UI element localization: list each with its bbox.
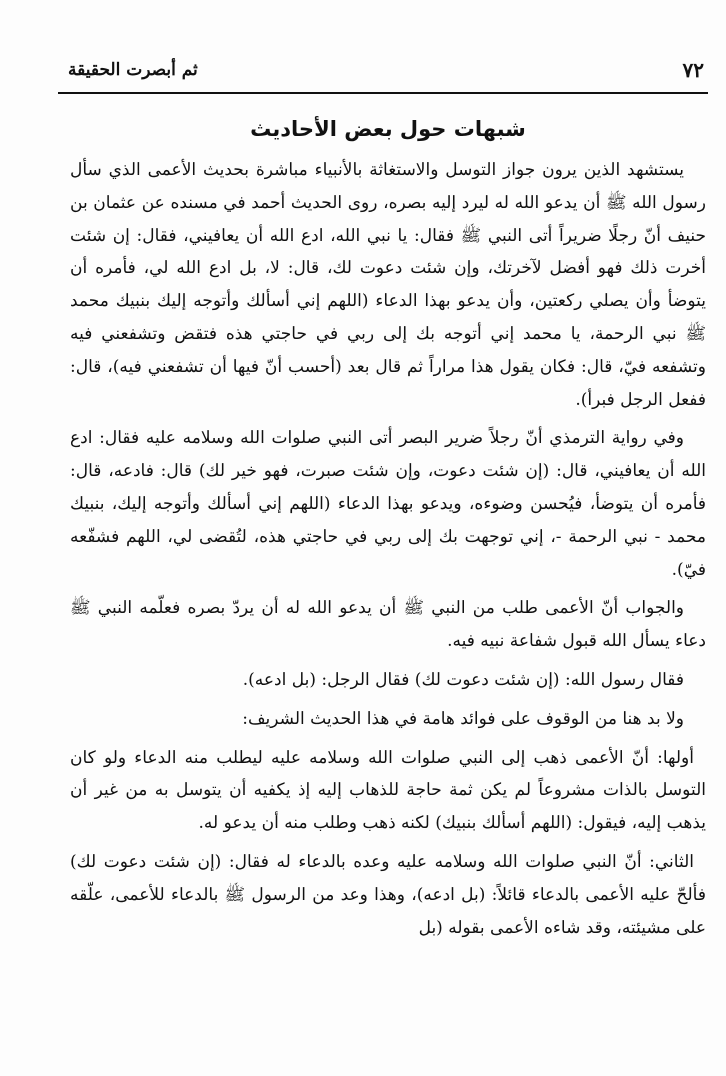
page-header — [58, 56, 708, 94]
page-number: ٧٢ — [682, 58, 704, 82]
paragraph-hadith-ahmad: يستشهد الذين يرون جواز التوسل والاستغاثة بالأنبياء مباشرة بحديث الأعمى الذي سأل رسول الله ﷺ أن يدعو الله له ليرد إليه بصره، روى الحديث أحمد في مسنده عن عثمان بن حنيف أنّ رجلًا ضريراً أتى النبي ﷺ فقال: يا نبي الله، ادع الله أن يعافيني، فقال: إن شئت أخرت ذلك فهو أفضل لآخرتك، وإن شئت دعوت لك، قال: لا، بل ادع الله لي، فأمره أن يتوضأ وأن يصلي ركعتين، وأن يدعو بهذا الدعاء (اللهم إني أسألك وأتوجه إليك بنبيك محمد ﷺ نبي الرحمة، يا محمد إني أتوجه بك إلى ربي في حاجتي هذه فتقض وتشفعني فيه وتشفعه فيّ، قال: فكان يقول هذا مراراً ثم قال بعد (أحسب أنّ فيها أن تشفعني فيه)، قال: ففعل الرجل فبرأ). — [70, 160, 706, 410]
paragraph-answer: والجواب أنّ الأعمى طلب من النبي ﷺ أن يدعو الله له أن يردّ بصره فعلّمه النبي ﷺ دعاء يسأل الله قبول شفاعة نبيه فيه. — [70, 598, 706, 652]
body-text — [70, 110, 706, 950]
section-heading: شبهات حول بعض الأحاديث — [250, 117, 526, 141]
paragraph-second-benefit: الثاني: أنّ النبي صلوات الله وسلامه عليه وعده بالدعاء له فقال: (إن شئت دعوت لك) فألحّ عليه الأعمى بالدعاء قائلاً: (بل ادعه)، وهذا وعد من الرسول ﷺ بالدعاء للأعمى، علّقه على مشيئته، وقد شاءه الأعمى بقوله (بل — [70, 851, 706, 938]
paragraph-prophet-reply: فقال رسول الله: (إن شئت دعوت لك) فقال الرجل: (بل ادعه). — [242, 669, 684, 690]
paragraph-first-benefit: أولها: أنّ الأعمى ذهب إلى النبي صلوات الله وسلامه عليه ليطلب منه الدعاء ولو كان التوسل بالذات مشروعاً لم يكن ثمة حاجة للذهاب إليه إذ يكفيه أن يتوسل به من غير أن يذهب إليه، فيقول: (اللهم أسألك بنبيك) لكنه ذهب وطلب منه أن يدعو له. — [70, 747, 706, 834]
paragraph-hadith-tirmidhi: وفي رواية الترمذي أنّ رجلاً ضرير البصر أتى النبي صلوات الله وسلامه عليه فقال: ادع الله أن يعافيني، قال: (إن شئت دعوت، وإن شئت صبرت، فهو خير لك) قال: فادعه، قال: فأمره أن يتوضأ، فيُحسن وضوءه، ويدعو بهذا الدعاء (اللهم إني أسألك وأتوجه إليك، بنبيك محمد - نبي الرحمة -، إني توجهت بك إلى ربي في حاجتي هذه، لتُقضى لي، اللهم فشفّعه فيّ). — [70, 428, 706, 580]
running-title: ثم أبصرت الحقيقة — [68, 60, 198, 80]
paragraph-benefits-intro: ولا بد هنا من الوقوف على فوائد هامة في هذا الحديث الشريف: — [242, 708, 684, 729]
